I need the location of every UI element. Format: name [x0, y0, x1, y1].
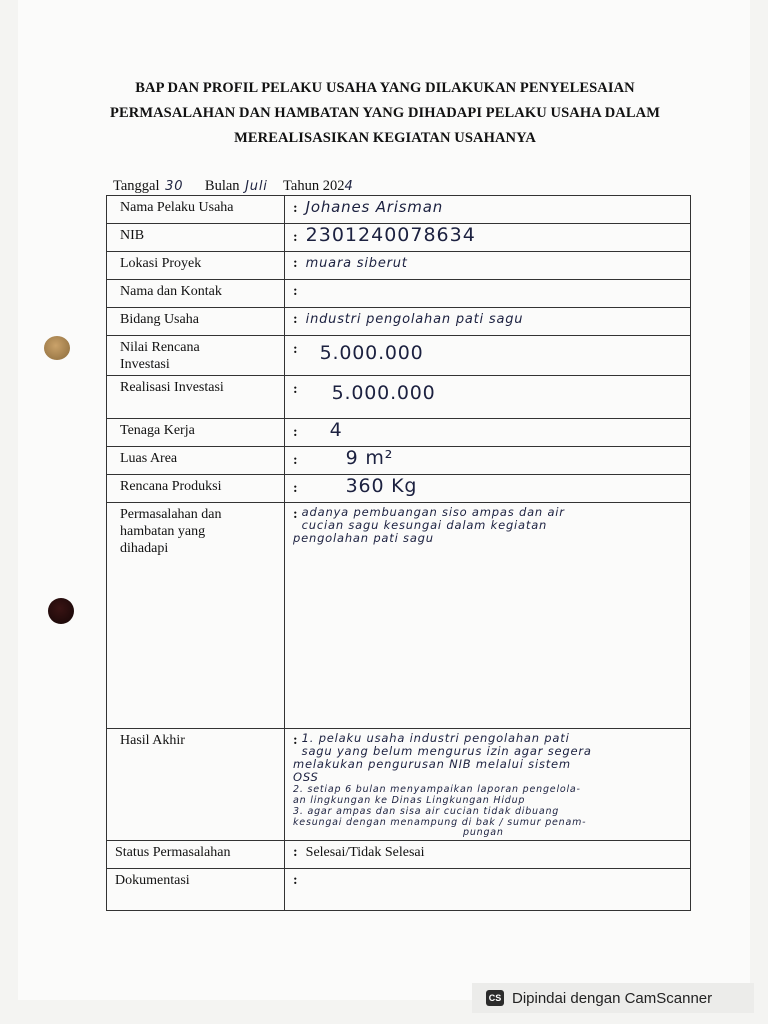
label-bidang: Bidang Usaha [107, 308, 285, 336]
value-produksi: 360 Kg [345, 475, 418, 497]
hasil-line-2: sagu yang belum mengurus izin agar segera [301, 744, 592, 758]
date-line [113, 178, 356, 195]
hasil-line-9: pungan [463, 827, 504, 838]
row-dokumentasi: Dokumentasi : [107, 869, 691, 911]
tanggal-label: Tanggal [113, 178, 160, 194]
label-dokumentasi: Dokumentasi [107, 869, 285, 911]
title-line-3: MEREALISASIKAN KEGIATAN USAHANYA [234, 130, 536, 146]
row-lokasi: Lokasi Proyek : muara siberut [107, 252, 691, 280]
label-hasil: Hasil Akhir [107, 729, 285, 841]
value-realisasi: 5.000.000 [331, 382, 436, 404]
value-luas: 9 m² [345, 447, 394, 469]
value-nilai-rencana: 5.000.000 [319, 342, 424, 364]
hasil-line-4: OSS [293, 770, 319, 784]
hasil-line-8: kesungai dengan menampung di bak / sumur penam- [293, 817, 587, 828]
row-nib: NIB : 2301240078634 [107, 224, 691, 252]
label-kontak: Nama dan Kontak [107, 280, 285, 308]
value-tenaga: 4 [329, 419, 343, 441]
label-nama-pelaku: Nama Pelaku Usaha [107, 196, 285, 224]
title-line-1: BAP DAN PROFIL PELAKU USAHA YANG DILAKUKAN PENYELESAIAN [135, 80, 635, 96]
tanggal-value: 30 [165, 179, 184, 194]
label-tenaga: Tenaga Kerja [107, 419, 285, 447]
value-nib: 2301240078634 [305, 224, 476, 246]
permasalahan-line-3: pengolahan pati sagu [293, 531, 434, 545]
bulan-label: Bulan [204, 178, 240, 194]
value-lokasi: muara siberut [305, 256, 408, 271]
punch-hole-top [44, 336, 70, 360]
label-permasalahan-1: Permasalahan dan [120, 507, 222, 522]
row-permasalahan: Permasalahan dan hambatan yang dihadapi : adanya pembuangan siso ampas dan air cucian sagu kesungai dalam kegiatan pengolahan pati sagu [107, 503, 691, 729]
row-luas: Luas Area : 9 m² [107, 447, 691, 475]
permasalahan-line-2: cucian sagu kesungai dalam kegiatan [301, 518, 548, 532]
value-status: Selesai/Tidak Selesai [305, 845, 425, 860]
title-line-2: PERMASALAHAN DAN HAMBATAN YANG DIHADAPI PELAKU USAHA DALAM [110, 105, 660, 121]
label-status: Status Permasalahan [107, 841, 285, 869]
punch-hole-bottom [48, 598, 74, 624]
row-hasil: Hasil Akhir : 1. pelaku usaha industri pengolahan pati sagu yang belum mengurus izin agar segera melakukan pengurusan NIB melalui sistem OSS 2. setiap 6 bulan menyampaikan laporan pengelola- an lingkungan ke Dinas Lingkungan Hidup 3. agar ampas dan sisa air cucian tidak dibuang kesungai dengan menampung di bak / sumur penam- pungan [107, 729, 691, 841]
bulan-value: Juli [245, 179, 268, 194]
hasil-line-3: melakukan pengurusan NIB melalui sistem [293, 757, 571, 771]
row-produksi: Rencana Produksi : 360 Kg [107, 475, 691, 503]
tahun-label: Tahun 202 [283, 178, 345, 194]
label-nib: NIB [107, 224, 285, 252]
value-nama-pelaku: Johanes Arisman [305, 198, 444, 216]
form-table [106, 195, 691, 911]
camscanner-watermark [472, 983, 754, 1013]
document-title [40, 76, 730, 151]
label-permasalahan-2: hambatan yang [120, 524, 206, 539]
row-nilai-rencana: Nilai Rencana Investasi : 5.000.000 [107, 336, 691, 376]
permasalahan-line-1: adanya pembuangan siso ampas dan air [301, 505, 565, 519]
label-produksi: Rencana Produksi [107, 475, 285, 503]
row-bidang: Bidang Usaha : industri pengolahan pati sagu [107, 308, 691, 336]
row-tenaga: Tenaga Kerja : 4 [107, 419, 691, 447]
label-nilai-rencana-2: Investasi [120, 357, 170, 372]
row-status: Status Permasalahan : Selesai/Tidak Selesai [107, 841, 691, 869]
row-nama-pelaku: Nama Pelaku Usaha : Johanes Arisman [107, 196, 691, 224]
hasil-line-5: 2. setiap 6 bulan menyampaikan laporan pengelola- [293, 784, 581, 795]
label-realisasi: Realisasi Investasi [107, 376, 285, 419]
value-bidang: industri pengolahan pati sagu [305, 312, 524, 327]
camscanner-logo-icon: CS [486, 990, 504, 1006]
tahun-value: 4 [344, 179, 354, 194]
label-lokasi: Lokasi Proyek [107, 252, 285, 280]
label-luas: Luas Area [107, 447, 285, 475]
hasil-line-1: 1. pelaku usaha industri pengolahan pati [301, 731, 570, 745]
row-kontak: Nama dan Kontak : [107, 280, 691, 308]
label-permasalahan-3: dihadapi [120, 541, 169, 556]
row-realisasi: Realisasi Investasi : 5.000.000 [107, 376, 691, 419]
hasil-line-6: an lingkungan ke Dinas Lingkungan Hidup [293, 795, 526, 806]
hasil-line-7: 3. agar ampas dan sisa air cucian tidak dibuang [293, 806, 560, 817]
label-nilai-rencana-1: Nilai Rencana [120, 340, 200, 355]
camscanner-text: Dipindai dengan CamScanner [512, 989, 713, 1007]
